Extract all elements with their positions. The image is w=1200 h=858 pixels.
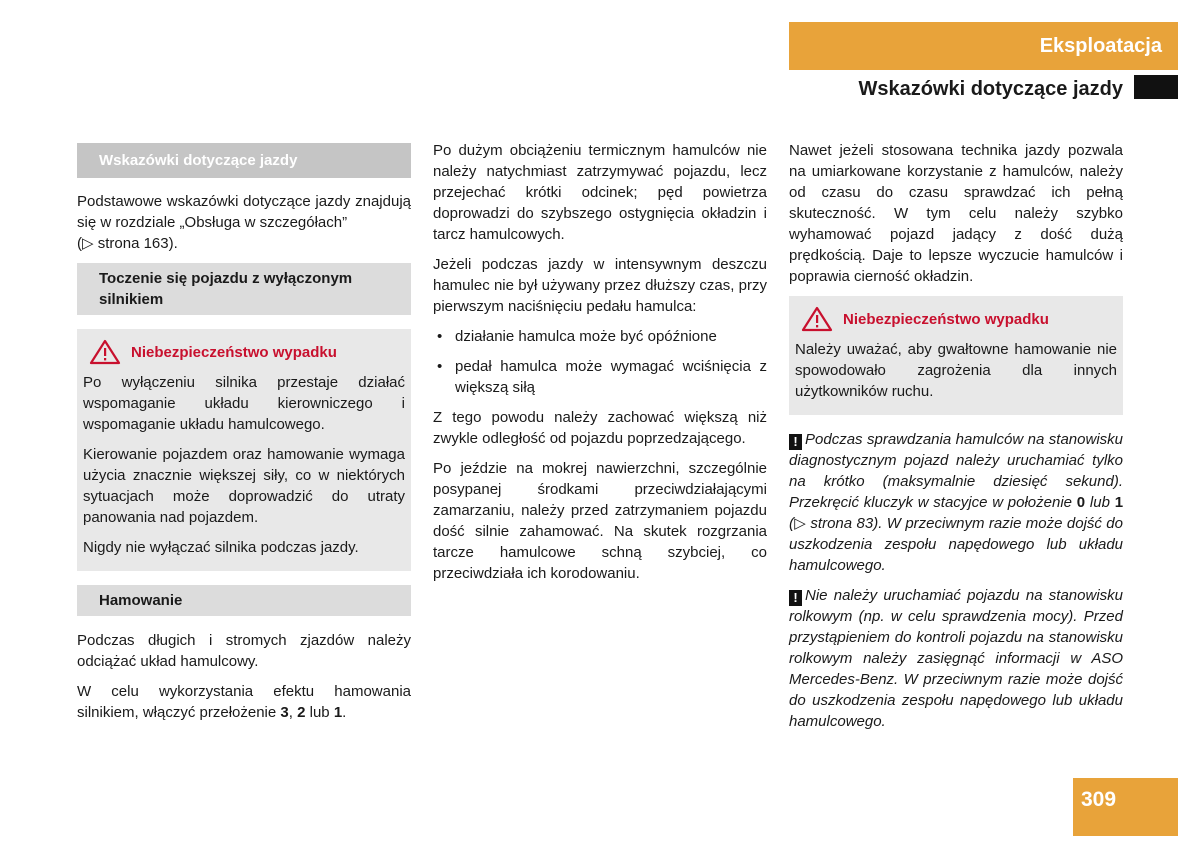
paragraph-wet-surface: Po jeździe na mokrej nawierzchni, szczególnie posypanej środkami przeciwdziałającymi zamarzaniu, należy przed zatrzymaniem pojazdu dość silnie zahamować. Na skutek rozgrzania tarcze hamulcowe schną szybciej, co przeciwdziała ich korodowaniu.	[433, 460, 767, 582]
arrow-right-icon: ▷	[82, 235, 94, 252]
warning-text-3: Nigdy nie wyłączać silnika podczas jazdy.	[83, 539, 359, 556]
column-2	[433, 140, 767, 593]
note-diagnostic-stand: ! Podczas sprawdzania hamulców na stanowisku diagnostycznym pojazd należy uruchamiać tylko na krótko (maksymalnie dziesięć sekund). Przekręcić kluczyk w stacyjce w położenie 0 lub 1 (▷ strona 83). W przeciwnym razie może dojść do uszkodzenia zespołu napędowego lub układu hamulcowego.	[789, 431, 1124, 574]
thumb-marker	[1134, 75, 1178, 99]
column-3	[789, 140, 1123, 741]
section-tab	[789, 22, 1178, 70]
braking-paragraph-1: Podczas długich i stromych zjazdów należy odciążać układ hamulcowy.	[77, 632, 411, 670]
warning-box	[789, 296, 1123, 415]
warning-box	[77, 329, 411, 571]
paragraph-thermal-load: Po dużym obciążeniu termicznym hamulców nie należy natychmiast zatrzymywać pojazdu, lecz przejechać krótki odcinek; pęd powietrza doprowadzi do szybszego ostygnięcia okładzin i tarcz hamulcowych.	[433, 142, 767, 243]
column-1	[77, 140, 411, 732]
page-number: 309	[1073, 778, 1178, 836]
exclamation-icon: !	[789, 590, 802, 606]
note-roller-stand: ! Nie należy uruchamiać pojazdu na stanowisku rolkowym (np. w celu sprawdzenia mocy). Przed przystąpieniem do kontroli pojazdu na stanowisku rolkowym należy zasięgnąć informacji w ASO Mercedes-Benz. W przeciwnym razie może dojść do uszkodzenia zespołu napędowego lub układu hamulcowego.	[789, 587, 1123, 730]
subsection-bar-rolling: Toczenie się pojazdu z wyłączonym silnikiem	[77, 263, 411, 315]
section-title: Eksploatacja	[1039, 35, 1162, 57]
warning-text-2: Kierowanie pojazdem oraz hamowanie wymaga użycia znacznie większej siły, co w niektórych sytuacjach może doprowadzić do utraty panowania nad pojazdem.	[83, 446, 405, 526]
warning-header: Niebezpieczeństwo wypadku	[795, 306, 1117, 332]
warning-text-1: Po wyłączeniu silnika przestaje działać wspomaganie układu kierowniczego i wspomaganie układu hamulcowego.	[83, 374, 405, 433]
warning-header: Niebezpieczeństwo wypadku	[83, 339, 405, 365]
list-item: • działanie hamulca może być opóźnione	[433, 326, 767, 347]
exclamation-icon: !	[789, 434, 802, 450]
warning-triangle-icon	[801, 306, 833, 332]
braking-paragraph-2: W celu wykorzystania efektu hamowania silnikiem, włączyć przełożenie 3, 2 lub 1.	[77, 683, 411, 721]
paragraph-distance: Z tego powodu należy zachować większą niż zwykle odległość od pojazdu poprzedzającego.	[433, 409, 767, 447]
bullet-list	[433, 326, 767, 398]
subsection-bar-braking: Hamowanie	[77, 585, 411, 616]
section-bar: Wskazówki dotyczące jazdy	[77, 143, 411, 178]
paragraph-check-brakes: Nawet jeżeli stosowana technika jazdy pozwala na umiarkowane korzystanie z hamulców, należy od czasu do czasu sprawdzać ich pełną skuteczność. W tym celu należy szybko wyhamować pojazd jadący z dość dużą prędkością. Daje to lepsze wyczucie hamulców i poprawia cierność okładzin.	[789, 142, 1123, 285]
paragraph-rain: Jeżeli podczas jazdy w intensywnym deszczu hamulec nie był używany przez dłuższy czas, przy pierwszym naciśnięciu pedału hamulca:	[433, 256, 767, 315]
warning-triangle-icon	[89, 339, 121, 365]
intro-paragraph: Podstawowe wskazówki dotyczące jazdy znajdują się w rozdziale „Obsługa w szczegółach” (▷ strona 163).	[77, 193, 411, 252]
arrow-right-icon: ▷	[794, 515, 807, 532]
subsection-title: Wskazówki dotyczące jazdy	[858, 78, 1123, 100]
list-item: • pedał hamulca może wymagać wciśnięcia z większą siłą	[433, 356, 767, 398]
warning-text: Należy uważać, aby gwałtowne hamowanie nie spowodowało zagrożenia dla innych użytkowników ruchu.	[795, 341, 1117, 400]
